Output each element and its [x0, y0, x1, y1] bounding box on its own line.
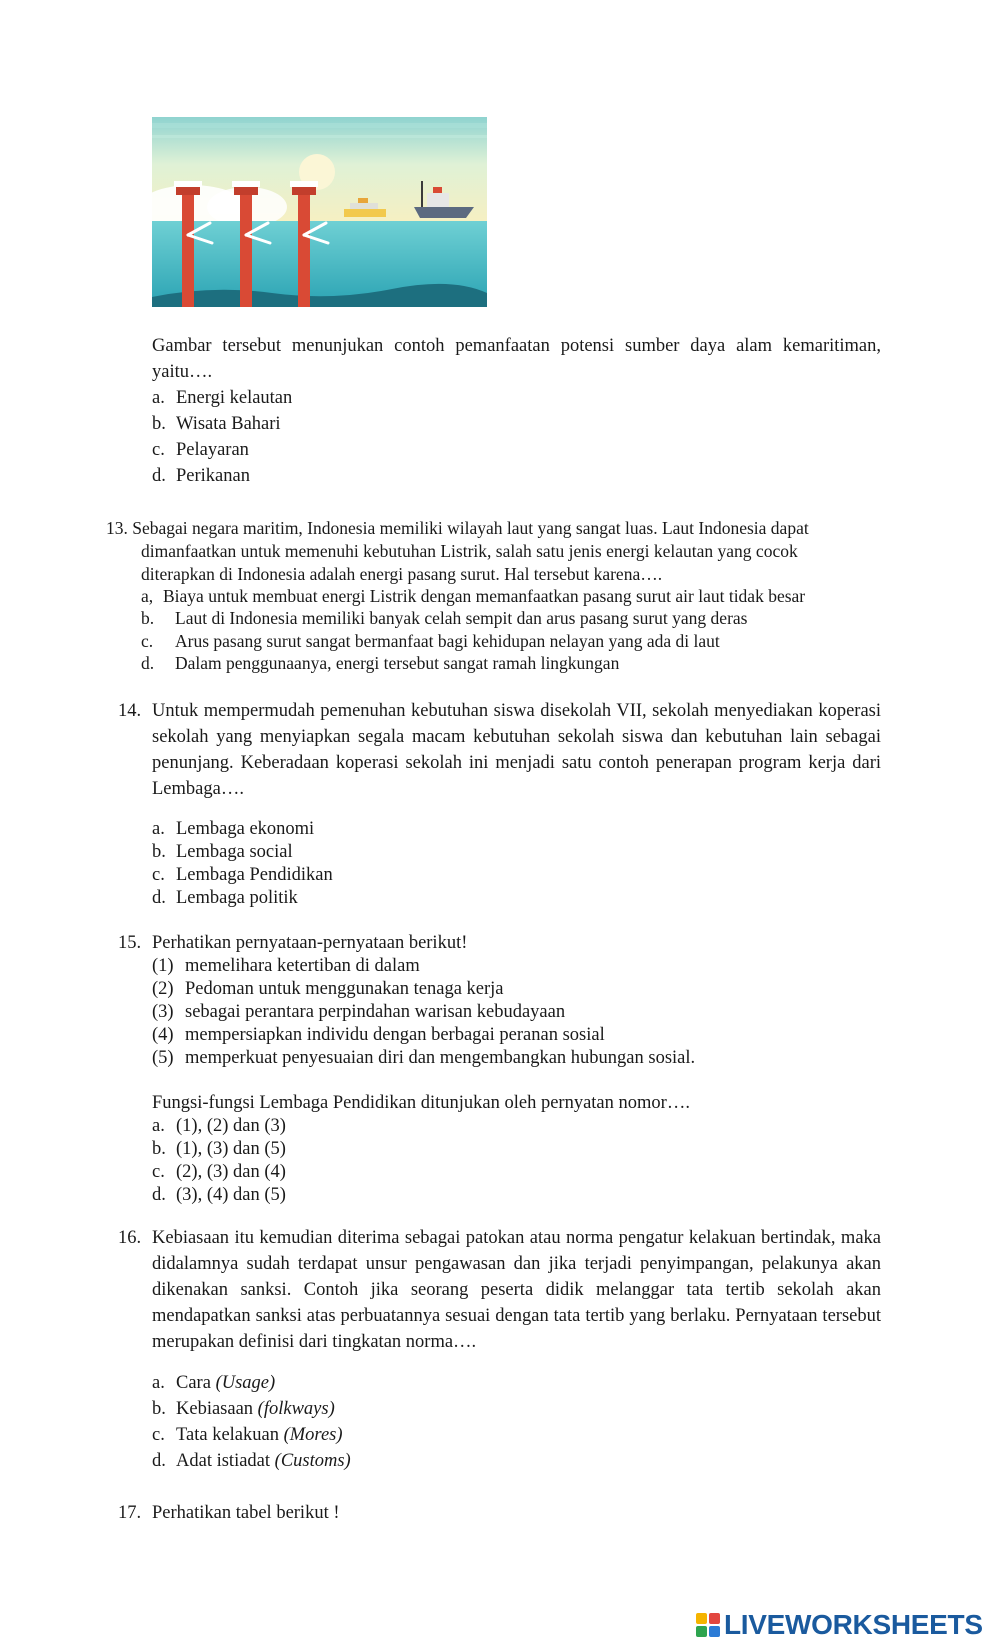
q13-option-c[interactable]: [141, 630, 720, 653]
q14-option-d[interactable]: [152, 885, 298, 911]
tidal-energy-illustration: [152, 117, 487, 307]
q16-number: 16.: [118, 1228, 142, 1248]
q16-option-c[interactable]: [152, 1422, 343, 1448]
option-label: b.: [152, 842, 166, 862]
option-label: c.: [141, 631, 154, 651]
option-label: b.: [152, 1399, 166, 1419]
option-text: (1), (3) dan (5): [176, 1139, 286, 1159]
q15-option-d[interactable]: [152, 1182, 286, 1208]
option-text: Dalam penggunaanya, energi tersebut sangat ramah lingkungan: [175, 653, 620, 673]
q16-option-a[interactable]: [152, 1370, 275, 1396]
option-text: Kebiasaan: [176, 1399, 254, 1419]
statement-text: memperkuat penyesuaian diri dan mengembangkan hubungan sosial.: [185, 1048, 696, 1068]
option-text: Lembaga Pendidikan: [176, 865, 333, 885]
option-label: c.: [152, 865, 165, 885]
option-label: b.: [152, 414, 166, 434]
option-text: Lembaga politik: [176, 888, 298, 908]
option-term: (Usage): [215, 1373, 276, 1393]
option-text: Laut di Indonesia memiliki banyak celah sempit dan arus pasang surut yang deras: [175, 608, 748, 628]
statement-label: (1): [152, 956, 174, 976]
statement-label: (2): [152, 979, 174, 999]
option-label: c.: [152, 1425, 165, 1445]
option-text: (2), (3) dan (4): [176, 1162, 286, 1182]
option-text: Arus pasang surut sangat bermanfaat bagi kehidupan nelayan yang ada di laut: [175, 631, 720, 651]
option-text: Lembaga social: [176, 842, 293, 862]
option-term: (Customs): [274, 1451, 351, 1471]
option-label: a.: [152, 1373, 165, 1393]
liveworksheets-logo-icon: [695, 1612, 721, 1638]
statement-text: mempersiapkan individu dengan berbagai peranan sosial: [185, 1025, 605, 1045]
statement-label: (4): [152, 1025, 174, 1045]
q13-stem-line-3: diterapkan di Indonesia adalah energi pasang surut. Hal tersebut karena….: [141, 564, 663, 584]
option-term: (Mores): [283, 1425, 343, 1445]
option-text: Energi kelautan: [176, 388, 293, 408]
option-label: b.: [141, 608, 155, 628]
statement-label: (5): [152, 1048, 174, 1068]
q12-option-b[interactable]: [152, 411, 281, 437]
option-text: Perikanan: [176, 466, 250, 486]
q13-stem-line-2: dimanfaatkan untuk memenuhi kebutuhan Listrik, salah satu jenis energi kelautan yang cocok: [141, 541, 798, 561]
option-text: Adat istiadat: [176, 1451, 271, 1471]
q12-stem: Gambar tersebut menunjukan contoh pemanfaatan potensi sumber daya alam kemaritiman, yaitu….: [152, 336, 881, 382]
option-term: (folkways): [257, 1399, 335, 1419]
option-label: d.: [152, 888, 166, 908]
q13-stem-line-1: [106, 517, 809, 540]
q17-stem: Perhatikan tabel berikut !: [152, 1503, 340, 1523]
option-label: b.: [152, 1139, 166, 1159]
q15-question: Fungsi-fungsi Lembaga Pendidikan ditunjukan oleh pernyatan nomor….: [152, 1093, 690, 1113]
option-label: d.: [141, 653, 155, 673]
option-text: Pelayaran: [176, 440, 249, 460]
statement-text: memelihara ketertiban di dalam: [185, 956, 420, 976]
q16-option-d[interactable]: [152, 1448, 351, 1474]
liveworksheets-logo[interactable]: [695, 1610, 983, 1640]
q14-stem: Untuk mempermudah pemenuhan kebutuhan siswa disekolah VII, sekolah menyediakan koperasi sekolah yang menyiapkan segala macam kebutuhan sekolah siswa dan kebutuhan lain sebagai penunjang. Keberadaan koperasi sekolah ini menjadi satu contoh penerapan program kerja dari Lembaga….: [152, 701, 881, 799]
stem-text: Sebagai negara maritim, Indonesia memiliki wilayah laut yang sangat luas. Laut Indonesia dapat: [132, 518, 809, 538]
option-text: Tata kelakuan: [176, 1425, 279, 1445]
q16-option-b[interactable]: [152, 1396, 335, 1422]
option-label: d.: [152, 466, 166, 486]
option-text: (3), (4) dan (5): [176, 1185, 286, 1205]
statement-label: (3): [152, 1002, 174, 1022]
statement-text: sebagai perantara perpindahan warisan kebudayaan: [185, 1002, 566, 1022]
q13-option-d[interactable]: [141, 652, 619, 675]
option-label: a.: [152, 388, 165, 408]
q13-option-b[interactable]: [141, 607, 747, 630]
q17-number: 17.: [118, 1503, 142, 1523]
q14-number: 14.: [118, 701, 142, 721]
option-label: c.: [152, 440, 165, 460]
statement-text: Pedoman untuk menggunakan tenaga kerja: [185, 979, 504, 999]
option-label: c.: [152, 1162, 165, 1182]
q13-option-a[interactable]: [141, 585, 805, 608]
q12-option-d[interactable]: [152, 463, 250, 489]
q12-option-a[interactable]: [152, 385, 292, 411]
q16-stem: Kebiasaan itu kemudian diterima sebagai patokan atau norma pengatur kelakuan bertindak, maka didalamnya sudah terdapat unsur pengawasan dan jika terjadi penyimpangan, pelakunya akan dikenakan sanksi. Contoh jika seorang peserta didik melanggar tata tertib sekolah akan mendapatkan sanksi atas perbuatannya sesuai dengan tata tertib yang berlaku. Pernyataan tersebut merupakan definisi dari tingkatan norma….: [152, 1228, 881, 1352]
q15-stem: Perhatikan pernyataan-pernyataan berikut!: [152, 933, 468, 953]
question-number: 13.: [106, 518, 128, 538]
option-label: d.: [152, 1185, 166, 1205]
option-label: a,: [141, 586, 154, 606]
option-label: d.: [152, 1451, 166, 1471]
option-label: a.: [152, 819, 165, 839]
q15-number: 15.: [118, 933, 142, 953]
brand-name: LIVEWORKSHEETS: [724, 1609, 983, 1640]
q12-option-c[interactable]: [152, 437, 249, 463]
option-text: Lembaga ekonomi: [176, 819, 315, 839]
option-text: Wisata Bahari: [176, 414, 281, 434]
option-label: a.: [152, 1116, 165, 1136]
q15-statement-5: [152, 1045, 695, 1071]
option-text: Cara: [176, 1373, 211, 1393]
option-text: (1), (2) dan (3): [176, 1116, 286, 1136]
option-text: Biaya untuk membuat energi Listrik dengan memanfaatkan pasang surut air laut tidak besar: [163, 586, 806, 606]
